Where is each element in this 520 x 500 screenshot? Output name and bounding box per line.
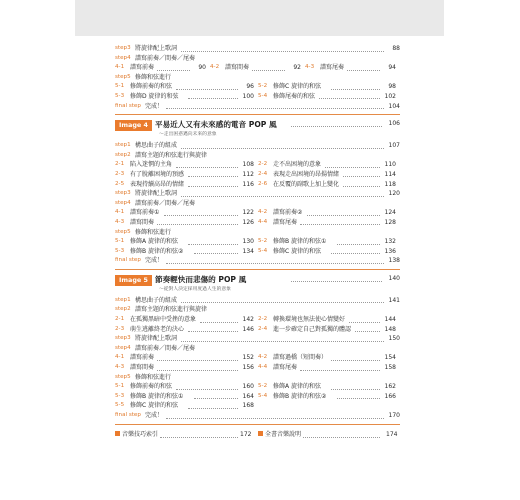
substep-title: 譜寫前奏 [130, 64, 155, 72]
substep-title: 譜寫尾奏 [320, 64, 345, 72]
dotted-leader [181, 302, 384, 303]
substep-title: 表現走出困境的昂揚情緒 [273, 170, 340, 178]
footer-page: 174 [386, 430, 398, 438]
toc-row[interactable] [115, 228, 400, 238]
substep-number: 4-1 [115, 64, 125, 71]
substep-number: 5-4 [258, 392, 268, 399]
dotted-leader [347, 70, 380, 71]
step-title: 譜寫主題的和弦進行與旋律 [135, 306, 208, 314]
substep-number: 5-3 [115, 92, 125, 99]
substep-title: 修飾C 旋律的和弦 [273, 247, 322, 255]
step-label: step4 [115, 199, 131, 206]
substep-title: 修飾C 旋律的和弦 [130, 402, 179, 410]
step-title: 修飾和弦進行 [135, 373, 172, 381]
step-title: 構思曲子的組成 [135, 296, 178, 304]
substep-page: 164 [242, 392, 254, 400]
step-label: step3 [115, 190, 131, 197]
dotted-leader [176, 167, 238, 168]
substep-number: 5-2 [258, 83, 268, 90]
substep-page: 152 [242, 354, 254, 362]
toc-row[interactable] [115, 411, 400, 421]
substep-number: 2-3 [115, 170, 125, 177]
substep-page: 122 [242, 209, 254, 217]
chapter-badge: Image 5 [115, 275, 152, 286]
chapter-header[interactable] [115, 274, 400, 296]
substep-page: 148 [384, 325, 396, 333]
step-label: step5 [115, 73, 131, 80]
substep-title: 修飾B 旋律的和弦① [130, 392, 184, 400]
footer-title: 音樂技巧索引 [122, 430, 159, 438]
toc-row[interactable] [115, 54, 400, 64]
substep-page: 146 [242, 325, 254, 333]
dotted-leader [176, 389, 238, 390]
dotted-leader [337, 244, 380, 245]
substep-number: 4-4 [258, 218, 268, 225]
footer-divider [115, 424, 400, 425]
toc-row[interactable] [115, 151, 400, 161]
substep-number: 2-1 [115, 161, 125, 168]
toc-row[interactable] [115, 102, 400, 112]
substep-page: 98 [388, 83, 396, 91]
step-label: step3 [115, 45, 131, 51]
dotted-leader [355, 331, 380, 332]
dotted-leader [181, 341, 384, 342]
substep-number: 4-1 [115, 354, 125, 361]
toc-subrow[interactable] [115, 237, 400, 247]
substep-number: 5-1 [115, 383, 125, 390]
step-title: 譜寫主題的和弦進行與旋律 [135, 151, 208, 159]
dotted-leader [181, 51, 384, 52]
substep-page: 134 [242, 247, 254, 255]
dotted-leader [181, 196, 384, 197]
toc-subrow[interactable] [115, 218, 400, 228]
toc-subrow[interactable] [115, 401, 400, 411]
substep-number: 2-4 [258, 325, 268, 332]
step-page: 141 [388, 296, 400, 304]
footer-row [115, 429, 400, 441]
toc-subrow[interactable] [115, 92, 400, 102]
step-label: step5 [115, 228, 131, 235]
orange-square-icon [258, 431, 263, 436]
substep-page: 144 [384, 316, 396, 324]
chapter-badge: Image 4 [115, 120, 152, 131]
substep-number: 5-5 [115, 402, 125, 409]
substep-page: 136 [384, 247, 396, 255]
substep-page: 100 [242, 92, 254, 100]
substep-title: 萌生逃離終老的決心 [130, 325, 185, 333]
substep-title: 修飾前奏的和弦 [130, 383, 173, 391]
dotted-leader [176, 89, 238, 90]
dotted-leader [349, 322, 380, 323]
substep-title: 譜寫尾奏 [273, 364, 298, 372]
footer-page: 172 [240, 430, 252, 438]
toc-row[interactable] [115, 73, 400, 83]
substep-page: 158 [384, 364, 396, 372]
substep-number: 4-3 [115, 218, 125, 225]
toc-subrow[interactable] [115, 208, 400, 218]
substep-title: 修飾B 旋律的和弦② [273, 392, 327, 400]
substep-title: 轉換環境也無法使心情變好 [273, 316, 346, 324]
section-divider [115, 269, 400, 270]
orange-square-icon [115, 431, 120, 436]
dotted-leader [188, 176, 238, 177]
dotted-leader [307, 215, 381, 216]
toc-subrow[interactable] [115, 170, 400, 180]
chapter-page-number: 140 [388, 274, 400, 282]
substep-title: 修飾A 旋律的和弦 [130, 238, 179, 246]
substep-number: 2-2 [258, 161, 268, 168]
substep-title: 修飾C 旋律的和弦 [273, 83, 322, 91]
substep-page: 132 [384, 238, 396, 246]
substep-page: 166 [384, 392, 396, 400]
chapter-page-number: 106 [388, 120, 400, 128]
step-title: 譜寫前奏／間奏／尾奏 [135, 54, 196, 62]
step-page: 107 [388, 142, 400, 150]
substep-number: 2-2 [258, 316, 268, 323]
dotted-leader [194, 398, 238, 399]
substep-page: 114 [384, 170, 396, 178]
chapter-leader [291, 126, 382, 127]
step-title: 完成！ [145, 412, 164, 419]
step-label: step4 [115, 54, 131, 61]
toc-subrow[interactable] [115, 382, 400, 392]
toc-row[interactable] [115, 199, 400, 209]
substep-title: 修飾前奏的和弦 [130, 83, 173, 91]
step-page: 120 [388, 190, 400, 198]
dotted-leader [331, 89, 380, 90]
step-page: 138 [388, 257, 400, 265]
substep-page: 156 [242, 364, 254, 372]
substep-title: 在反覆的副歌上加上變化 [273, 180, 340, 188]
substep-title: 譜寫前奏② [273, 209, 303, 217]
substep-page: 118 [384, 180, 396, 188]
toc-subrow[interactable] [115, 392, 400, 402]
toc-row[interactable] [115, 256, 400, 266]
substep-page: 160 [242, 383, 254, 391]
step-title: 譜寫前奏／間奏／尾奏 [135, 344, 196, 352]
substep-title: 譜寫前奏 [130, 354, 155, 362]
footer-title: 全書音樂說明 [265, 430, 302, 438]
toc-subrow[interactable] [115, 325, 400, 335]
dotted-leader [157, 370, 238, 371]
chapter-header[interactable] [115, 119, 400, 141]
dotted-leader [337, 398, 380, 399]
footer-item[interactable] [258, 429, 301, 441]
substep-title: 譜寫前奏① [130, 209, 160, 217]
substep-number: 5-2 [258, 238, 268, 245]
substep-title: 譜寫尾奏 [273, 218, 298, 226]
substep-number: 5-4 [258, 247, 268, 254]
substep-number: 5-3 [115, 392, 125, 399]
substep-page: 90 [198, 64, 206, 72]
dotted-leader [166, 108, 384, 109]
toc-row[interactable] [115, 189, 400, 199]
substep-title: 修飾尾奏的和弦 [273, 92, 316, 100]
substep-number: 5-4 [258, 92, 268, 99]
substep-title: 陷入迷惘的主角 [130, 161, 173, 169]
substep-page: 168 [242, 402, 254, 410]
substep-number: 5-1 [115, 83, 125, 90]
step-page: 88 [392, 45, 400, 52]
substep-number: 4-4 [258, 364, 268, 371]
step-label: step4 [115, 344, 131, 351]
top-gray-band [75, 0, 444, 36]
dotted-leader [166, 263, 384, 264]
substep-title: 走不出困境的意象 [273, 161, 322, 169]
step-title: 完成！ [145, 257, 164, 265]
chapter-title: 平易近人又有未來感的電音 POP 風 [155, 120, 277, 130]
dotted-leader [160, 437, 238, 438]
dotted-leader [157, 224, 238, 225]
toc-row[interactable] [115, 373, 400, 383]
substep-page: 94 [388, 64, 396, 72]
substep-title: 表現持續高昂的情緒 [130, 180, 185, 188]
step-label: step1 [115, 296, 131, 303]
dotted-leader [319, 98, 380, 99]
substep-number: 5-2 [258, 383, 268, 390]
substep-page: 126 [242, 218, 254, 226]
toc-row[interactable] [115, 296, 400, 306]
substep-page: 110 [384, 161, 396, 169]
step-label: final step [115, 102, 141, 109]
substep-number: 5-1 [115, 238, 125, 245]
substep-page: 128 [384, 218, 396, 226]
substep-page: 130 [242, 238, 254, 246]
toc-row[interactable] [115, 44, 400, 54]
substep-title: 譜寫間奏 [130, 364, 155, 372]
toc-subrow[interactable] [115, 63, 400, 73]
toc-subrow[interactable] [115, 160, 400, 170]
dotted-leader [188, 186, 238, 187]
substep-number: 2-6 [258, 180, 268, 187]
section-divider [115, 114, 400, 115]
substep-number: 2-5 [115, 180, 125, 187]
dotted-leader [303, 437, 380, 438]
substep-title: 修飾B 旋律的和弦① [273, 238, 327, 246]
footer-item[interactable] [115, 429, 158, 441]
chapter-title: 節奏輕快而悲傷的 POP 風 [155, 274, 247, 284]
step-label: final step [115, 412, 141, 418]
step-title: 修飾和弦進行 [135, 228, 172, 236]
toc-subrow[interactable] [115, 363, 400, 373]
step-label: step5 [115, 373, 131, 380]
step-page: 150 [388, 335, 400, 343]
substep-number: 4-3 [305, 64, 315, 71]
substep-page: 124 [384, 209, 396, 217]
substep-title: 修飾A 旋律的和弦 [273, 383, 322, 391]
step-title: 將旋律配上歌詞 [135, 335, 178, 343]
chapter-subtitle: 〜從對人決定採用度過人生的意象 [159, 286, 231, 292]
substep-number: 4-3 [115, 364, 125, 371]
substep-title: 譜寫過橋（短間奏） [273, 354, 328, 362]
dotted-leader [331, 253, 380, 254]
substep-title: 修飾B 旋律的和弦② [130, 247, 184, 255]
substep-title: 有了脫離困境的預感 [130, 170, 185, 178]
dotted-leader [300, 370, 380, 371]
substep-number: 2-1 [115, 316, 125, 323]
toc-row[interactable] [115, 334, 400, 344]
dotted-leader [343, 176, 380, 177]
dotted-leader [166, 418, 384, 419]
step-title: 構思曲子的組成 [135, 142, 178, 150]
dotted-leader [164, 215, 239, 216]
toc-row[interactable] [115, 305, 400, 315]
substep-title: 譜寫間奏 [130, 218, 155, 226]
dotted-leader [331, 389, 380, 390]
toc-row[interactable] [115, 141, 400, 151]
step-label: step1 [115, 142, 131, 149]
table-of-contents [115, 44, 400, 441]
step-title: 譜寫前奏／間奏／尾奏 [135, 199, 196, 207]
substep-number: 2-3 [115, 325, 125, 332]
dotted-leader [343, 186, 380, 187]
step-title: 修飾和弦進行 [135, 73, 172, 81]
substep-number: 4-1 [115, 209, 125, 216]
substep-page: 112 [242, 170, 254, 178]
toc-subrow[interactable] [115, 353, 400, 363]
substep-number: 4-2 [258, 209, 268, 216]
dotted-leader [325, 167, 380, 168]
step-title: 完成！ [145, 102, 164, 110]
toc-subrow[interactable] [115, 247, 400, 257]
dotted-leader [300, 224, 380, 225]
substep-page: 142 [242, 316, 254, 324]
dotted-leader [188, 331, 238, 332]
substep-page: 154 [384, 354, 396, 362]
toc-row[interactable] [115, 344, 400, 354]
substep-number: 4-2 [210, 64, 220, 71]
substep-title: 在孤獨黑暗中受挫的意象 [130, 316, 197, 324]
step-label: step2 [115, 306, 131, 313]
step-label: final step [115, 257, 141, 264]
step-page: 170 [388, 412, 400, 419]
step-title: 將旋律配上歌詞 [135, 190, 178, 198]
step-label: step3 [115, 335, 131, 342]
toc-subrow[interactable] [115, 315, 400, 325]
substep-page: 92 [293, 64, 301, 72]
dotted-leader [188, 244, 238, 245]
dotted-leader [188, 408, 238, 409]
dotted-leader [188, 98, 238, 99]
dotted-leader [252, 70, 285, 71]
substep-number: 4-2 [258, 354, 268, 361]
dotted-leader [157, 360, 238, 361]
dotted-leader [194, 253, 238, 254]
substep-page: 96 [246, 83, 254, 91]
step-page: 104 [388, 102, 400, 110]
dotted-leader [331, 360, 380, 361]
substep-title: 譜寫間奏 [225, 64, 250, 72]
substep-title: 修飾D 旋律的和弦 [130, 92, 179, 100]
substep-page: 162 [384, 383, 396, 391]
dotted-leader [157, 70, 190, 71]
substep-number: 5-3 [115, 247, 125, 254]
toc-subrow[interactable] [115, 82, 400, 92]
dotted-leader [181, 148, 384, 149]
chapter-subtitle: 〜走出困惑邁向未來的意象 [159, 132, 217, 138]
substep-page: 102 [384, 92, 396, 100]
toc-subrow[interactable] [115, 180, 400, 190]
substep-page: 116 [242, 180, 254, 188]
substep-title: 進一步確定自己對孤獨的體認 [273, 325, 352, 333]
dotted-leader [200, 322, 238, 323]
step-label: step2 [115, 151, 131, 158]
step-title: 將旋律配上歌詞 [135, 45, 178, 52]
substep-number: 2-4 [258, 170, 268, 177]
substep-page: 108 [242, 161, 254, 169]
chapter-leader [291, 281, 382, 282]
